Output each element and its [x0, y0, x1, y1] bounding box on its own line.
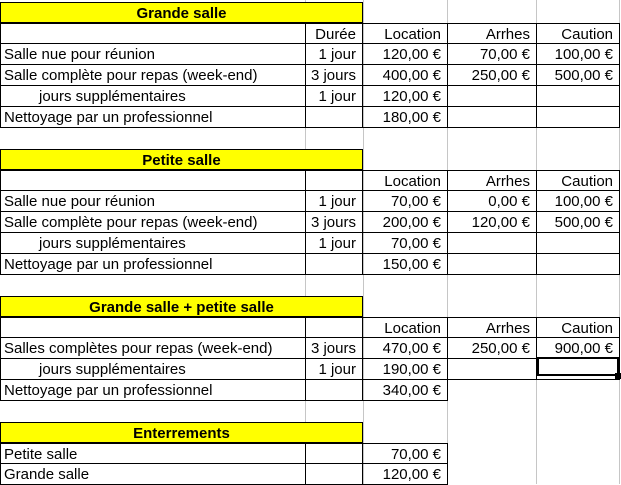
arrhes-cell[interactable]: 250,00 € — [448, 65, 537, 86]
row-label[interactable]: jours supplémentaires — [0, 86, 306, 107]
section-title-row — [0, 296, 621, 317]
empty-cell[interactable] — [0, 23, 306, 44]
arrhes-cell[interactable]: 120,00 € — [448, 212, 537, 233]
row-label[interactable]: Salle nue pour réunion — [0, 44, 306, 65]
duree-cell[interactable]: 1 jour — [306, 359, 363, 380]
section-title-enterrements[interactable]: Enterrements — [0, 422, 363, 443]
section-title-row — [0, 422, 621, 443]
location-cell[interactable]: 180,00 € — [363, 107, 448, 128]
active-cell-selection[interactable] — [537, 357, 619, 376]
table-row — [0, 107, 621, 128]
table-row — [0, 86, 621, 107]
row-label[interactable]: Salles complètes pour repas (week-end) — [0, 338, 306, 359]
caution-cell[interactable] — [537, 107, 620, 128]
section-title-row — [0, 149, 621, 170]
caution-cell[interactable]: 500,00 € — [537, 212, 620, 233]
location-cell[interactable]: 340,00 € — [363, 380, 448, 401]
table-row — [0, 359, 621, 380]
header-duree[interactable] — [306, 317, 363, 338]
location-cell[interactable]: 150,00 € — [363, 254, 448, 275]
duree-cell[interactable]: 3 jours — [306, 212, 363, 233]
table-row — [0, 65, 621, 86]
column-header-row — [0, 317, 621, 338]
caution-cell[interactable]: 500,00 € — [537, 65, 620, 86]
table-row — [0, 254, 621, 275]
location-cell[interactable]: 120,00 € — [363, 44, 448, 65]
section-title-petite-salle[interactable]: Petite salle — [0, 149, 363, 170]
empty-cell[interactable] — [0, 317, 306, 338]
caution-cell[interactable] — [537, 233, 620, 254]
header-location[interactable]: Location — [363, 317, 448, 338]
arrhes-cell[interactable]: 0,00 € — [448, 191, 537, 212]
arrhes-cell[interactable] — [448, 359, 537, 380]
row-label[interactable]: Salle complète pour repas (week-end) — [0, 65, 306, 86]
header-caution[interactable]: Caution — [537, 23, 620, 44]
table-row — [0, 464, 621, 485]
location-cell[interactable]: 120,00 € — [363, 86, 448, 107]
header-duree[interactable] — [306, 170, 363, 191]
location-cell[interactable]: 70,00 € — [363, 191, 448, 212]
duree-cell[interactable]: 1 jour — [306, 191, 363, 212]
table-row — [0, 212, 621, 233]
header-caution[interactable]: Caution — [537, 170, 620, 191]
table-row — [0, 380, 621, 401]
caution-cell[interactable]: 100,00 € — [537, 44, 620, 65]
header-arrhes[interactable]: Arrhes — [448, 317, 537, 338]
location-cell[interactable]: 120,00 € — [363, 464, 448, 485]
row-label[interactable]: Petite salle — [0, 443, 306, 464]
location-cell[interactable]: 470,00 € — [363, 338, 448, 359]
caution-cell[interactable]: 100,00 € — [537, 191, 620, 212]
header-location[interactable]: Location — [363, 23, 448, 44]
duree-cell[interactable]: 1 jour — [306, 233, 363, 254]
row-label[interactable]: Nettoyage par un professionnel — [0, 107, 306, 128]
empty-cell[interactable] — [306, 443, 363, 464]
table-row — [0, 338, 621, 359]
location-cell[interactable]: 70,00 € — [363, 233, 448, 254]
fill-handle[interactable] — [615, 373, 621, 379]
arrhes-cell[interactable] — [448, 233, 537, 254]
arrhes-cell[interactable] — [448, 107, 537, 128]
duree-cell[interactable]: 1 jour — [306, 86, 363, 107]
header-arrhes[interactable]: Arrhes — [448, 170, 537, 191]
duree-cell[interactable]: 3 jours — [306, 338, 363, 359]
header-duree[interactable]: Durée — [306, 23, 363, 44]
arrhes-cell[interactable]: 70,00 € — [448, 44, 537, 65]
duree-cell[interactable] — [306, 254, 363, 275]
column-header-row — [0, 170, 621, 191]
location-cell[interactable]: 200,00 € — [363, 212, 448, 233]
table-row — [0, 44, 621, 65]
arrhes-cell[interactable]: 250,00 € — [448, 338, 537, 359]
row-label[interactable]: Salle complète pour repas (week-end) — [0, 212, 306, 233]
caution-cell[interactable]: 900,00 € — [537, 338, 620, 359]
section-title-grande-salle[interactable]: Grande salle — [0, 2, 363, 23]
header-location[interactable]: Location — [363, 170, 448, 191]
location-cell[interactable]: 400,00 € — [363, 65, 448, 86]
row-label[interactable]: Salle nue pour réunion — [0, 191, 306, 212]
caution-cell[interactable] — [537, 86, 620, 107]
arrhes-cell[interactable] — [448, 254, 537, 275]
column-header-row — [0, 23, 621, 44]
duree-cell[interactable]: 3 jours — [306, 65, 363, 86]
row-label[interactable]: jours supplémentaires — [0, 359, 306, 380]
header-arrhes[interactable]: Arrhes — [448, 23, 537, 44]
header-caution[interactable]: Caution — [537, 317, 620, 338]
section-title-row — [0, 2, 621, 23]
arrhes-cell[interactable] — [448, 86, 537, 107]
row-label[interactable]: jours supplémentaires — [0, 233, 306, 254]
duree-cell[interactable] — [306, 380, 363, 401]
row-label[interactable]: Nettoyage par un professionnel — [0, 380, 306, 401]
table-row — [0, 191, 621, 212]
duree-cell[interactable] — [306, 107, 363, 128]
section-title-combined[interactable]: Grande salle + petite salle — [0, 296, 363, 317]
table-row — [0, 443, 621, 464]
row-label[interactable]: Nettoyage par un professionnel — [0, 254, 306, 275]
empty-cell[interactable] — [0, 170, 306, 191]
caution-cell[interactable] — [537, 254, 620, 275]
duree-cell[interactable]: 1 jour — [306, 44, 363, 65]
location-cell[interactable]: 70,00 € — [363, 443, 448, 464]
empty-cell[interactable] — [306, 464, 363, 485]
table-row — [0, 233, 621, 254]
row-label[interactable]: Grande salle — [0, 464, 306, 485]
location-cell[interactable]: 190,00 € — [363, 359, 448, 380]
